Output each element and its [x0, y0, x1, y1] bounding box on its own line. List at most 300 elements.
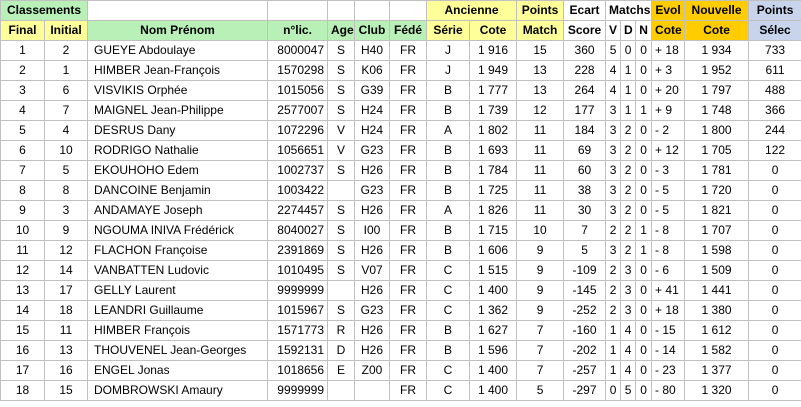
- cell-initial[interactable]: 3: [45, 201, 88, 221]
- cell-cote[interactable]: 1 826: [470, 201, 517, 221]
- cell-final[interactable]: 13: [1, 281, 45, 301]
- cell-score[interactable]: 7: [564, 221, 606, 241]
- cell-club[interactable]: H26: [355, 241, 390, 261]
- cell-final[interactable]: 11: [1, 241, 45, 261]
- cell-nouvelle[interactable]: 1 707: [685, 221, 749, 241]
- header-age[interactable]: Age: [328, 21, 355, 41]
- cell-name[interactable]: ENGEL Jonas: [88, 361, 268, 381]
- cell-lic[interactable]: 1002737: [268, 161, 328, 181]
- cell-club[interactable]: H26: [355, 201, 390, 221]
- cell-points[interactable]: 7: [517, 361, 564, 381]
- cell-d[interactable]: 3: [621, 281, 636, 301]
- cell-nouvelle[interactable]: 1 748: [685, 101, 749, 121]
- cell-n[interactable]: 0: [636, 321, 652, 341]
- header-points-selec[interactable]: Points: [749, 1, 801, 21]
- cell-points[interactable]: 9: [517, 301, 564, 321]
- table-row[interactable]: [1, 141, 801, 161]
- cell-selec[interactable]: 0: [749, 281, 801, 301]
- cell-name[interactable]: DESRUS Dany: [88, 121, 268, 141]
- cell-n[interactable]: 0: [636, 141, 652, 161]
- cell-name[interactable]: NGOUMA INIVA Frédérick: [88, 221, 268, 241]
- cell-initial[interactable]: 2: [45, 41, 88, 61]
- cell-nouvelle[interactable]: 1 509: [685, 261, 749, 281]
- cell-v[interactable]: 1: [606, 321, 621, 341]
- cell-lic[interactable]: 1570298: [268, 61, 328, 81]
- cell-points[interactable]: 11: [517, 181, 564, 201]
- cell-evol[interactable]: - 80: [652, 381, 685, 401]
- cell-v[interactable]: 2: [606, 281, 621, 301]
- cell-nouvelle[interactable]: 1 705: [685, 141, 749, 161]
- cell-d[interactable]: 1: [621, 61, 636, 81]
- cell-final[interactable]: 12: [1, 261, 45, 281]
- cell-n[interactable]: 0: [636, 361, 652, 381]
- table-row[interactable]: [1, 341, 801, 361]
- cell-d[interactable]: 0: [621, 41, 636, 61]
- cell-evol[interactable]: - 8: [652, 241, 685, 261]
- cell-serie[interactable]: C: [427, 361, 470, 381]
- cell-initial[interactable]: 15: [45, 381, 88, 401]
- cell-selec[interactable]: 0: [749, 341, 801, 361]
- cell-lic[interactable]: 9999999: [268, 281, 328, 301]
- cell-score[interactable]: 264: [564, 81, 606, 101]
- cell-final[interactable]: 2: [1, 61, 45, 81]
- cell-name[interactable]: LEANDRI Guillaume: [88, 301, 268, 321]
- cell-cote[interactable]: 1 777: [470, 81, 517, 101]
- cell-nouvelle[interactable]: 1 598: [685, 241, 749, 261]
- header-ecart[interactable]: Ecart: [564, 1, 606, 21]
- cell-initial[interactable]: 8: [45, 181, 88, 201]
- cell-final[interactable]: 1: [1, 41, 45, 61]
- cell-points[interactable]: 7: [517, 321, 564, 341]
- cell-cote[interactable]: 1 725: [470, 181, 517, 201]
- cell-age[interactable]: D: [328, 341, 355, 361]
- cell-selec[interactable]: 0: [749, 201, 801, 221]
- cell-final[interactable]: 18: [1, 381, 45, 401]
- header-ancienne[interactable]: Ancienne: [427, 1, 517, 21]
- cell-club[interactable]: H26: [355, 161, 390, 181]
- cell-selec[interactable]: 0: [749, 161, 801, 181]
- cell-serie[interactable]: C: [427, 301, 470, 321]
- cell-n[interactable]: 0: [636, 301, 652, 321]
- cell-age[interactable]: S: [328, 161, 355, 181]
- cell-final[interactable]: 9: [1, 201, 45, 221]
- cell-serie[interactable]: B: [427, 141, 470, 161]
- cell-club[interactable]: H26: [355, 341, 390, 361]
- cell-final[interactable]: 15: [1, 321, 45, 341]
- cell-selec[interactable]: 0: [749, 241, 801, 261]
- cell-initial[interactable]: 13: [45, 341, 88, 361]
- cell-lic[interactable]: 1592131: [268, 341, 328, 361]
- table-row[interactable]: [1, 381, 801, 401]
- cell-serie[interactable]: B: [427, 321, 470, 341]
- cell-points[interactable]: 12: [517, 101, 564, 121]
- cell-final[interactable]: 17: [1, 361, 45, 381]
- cell-n[interactable]: 0: [636, 181, 652, 201]
- header-classements[interactable]: Classements: [1, 1, 88, 21]
- cell-selec[interactable]: 0: [749, 181, 801, 201]
- cell-serie[interactable]: J: [427, 41, 470, 61]
- cell-n[interactable]: 0: [636, 61, 652, 81]
- cell-score[interactable]: 177: [564, 101, 606, 121]
- header-n[interactable]: N: [636, 21, 652, 41]
- header-final[interactable]: Final: [1, 21, 45, 41]
- cell-evol[interactable]: + 20: [652, 81, 685, 101]
- cell-evol[interactable]: - 5: [652, 181, 685, 201]
- cell-name[interactable]: EKOUHOHO Edem: [88, 161, 268, 181]
- cell-nouvelle[interactable]: 1 377: [685, 361, 749, 381]
- cell-v[interactable]: 3: [606, 181, 621, 201]
- cell-serie[interactable]: B: [427, 101, 470, 121]
- cell-selec[interactable]: 0: [749, 301, 801, 321]
- cell-evol[interactable]: - 8: [652, 221, 685, 241]
- cell-fede[interactable]: FR: [390, 121, 427, 141]
- cell-points[interactable]: 11: [517, 121, 564, 141]
- cell-initial[interactable]: 16: [45, 361, 88, 381]
- cell-d[interactable]: 2: [621, 201, 636, 221]
- cell-score[interactable]: 38: [564, 181, 606, 201]
- cell-d[interactable]: 1: [621, 81, 636, 101]
- cell-score[interactable]: -257: [564, 361, 606, 381]
- cell-initial[interactable]: 7: [45, 101, 88, 121]
- cell-n[interactable]: 0: [636, 81, 652, 101]
- cell-age[interactable]: S: [328, 201, 355, 221]
- cell-fede[interactable]: FR: [390, 361, 427, 381]
- cell-d[interactable]: 2: [621, 141, 636, 161]
- cell-points[interactable]: 5: [517, 381, 564, 401]
- cell-fede[interactable]: FR: [390, 101, 427, 121]
- cell-selec[interactable]: 488: [749, 81, 801, 101]
- cell-name[interactable]: HIMBER François: [88, 321, 268, 341]
- cell-age[interactable]: S: [328, 101, 355, 121]
- cell-cote[interactable]: 1 916: [470, 41, 517, 61]
- cell-v[interactable]: 2: [606, 221, 621, 241]
- cell-d[interactable]: 1: [621, 101, 636, 121]
- cell-fede[interactable]: FR: [390, 181, 427, 201]
- cell-v[interactable]: 4: [606, 81, 621, 101]
- cell-age[interactable]: R: [328, 321, 355, 341]
- cell-score[interactable]: -297: [564, 381, 606, 401]
- cell-age[interactable]: S: [328, 41, 355, 61]
- cell-nouvelle[interactable]: 1 934: [685, 41, 749, 61]
- cell-nouvelle[interactable]: 1 380: [685, 301, 749, 321]
- cell-age[interactable]: E: [328, 361, 355, 381]
- cell-club[interactable]: K06: [355, 61, 390, 81]
- cell-nouvelle[interactable]: 1 582: [685, 341, 749, 361]
- cell-points[interactable]: 11: [517, 201, 564, 221]
- cell-lic[interactable]: 1571773: [268, 321, 328, 341]
- table-row[interactable]: [1, 181, 801, 201]
- cell-points[interactable]: 7: [517, 341, 564, 361]
- cell-final[interactable]: 4: [1, 101, 45, 121]
- cell-name[interactable]: GELLY Laurent: [88, 281, 268, 301]
- cell-v[interactable]: 4: [606, 61, 621, 81]
- cell-nouvelle[interactable]: 1 781: [685, 161, 749, 181]
- cell-n[interactable]: 0: [636, 261, 652, 281]
- cell-lic[interactable]: 2274457: [268, 201, 328, 221]
- cell-cote[interactable]: 1 949: [470, 61, 517, 81]
- header-club[interactable]: Club: [355, 21, 390, 41]
- cell-final[interactable]: 3: [1, 81, 45, 101]
- cell-n[interactable]: 1: [636, 221, 652, 241]
- cell-final[interactable]: 14: [1, 301, 45, 321]
- header-evol[interactable]: Evol: [652, 1, 685, 21]
- cell-name[interactable]: ANDAMAYE Joseph: [88, 201, 268, 221]
- cell-club[interactable]: G23: [355, 181, 390, 201]
- cell-score[interactable]: -109: [564, 261, 606, 281]
- cell-serie[interactable]: J: [427, 61, 470, 81]
- table-row[interactable]: [1, 301, 801, 321]
- cell-cote[interactable]: 1 715: [470, 221, 517, 241]
- cell-initial[interactable]: 11: [45, 321, 88, 341]
- cell-age[interactable]: V: [328, 121, 355, 141]
- cell-club[interactable]: H26: [355, 281, 390, 301]
- cell-initial[interactable]: 6: [45, 81, 88, 101]
- cell-nouvelle[interactable]: 1 612: [685, 321, 749, 341]
- cell-evol[interactable]: - 5: [652, 201, 685, 221]
- cell-lic[interactable]: 8000047: [268, 41, 328, 61]
- cell-name[interactable]: THOUVENEL Jean-Georges: [88, 341, 268, 361]
- cell-selec[interactable]: 733: [749, 41, 801, 61]
- cell-age[interactable]: S: [328, 81, 355, 101]
- table-row[interactable]: [1, 241, 801, 261]
- cell-club[interactable]: H24: [355, 121, 390, 141]
- cell-evol[interactable]: + 12: [652, 141, 685, 161]
- cell-fede[interactable]: FR: [390, 301, 427, 321]
- table-row[interactable]: [1, 61, 801, 81]
- cell-fede[interactable]: FR: [390, 201, 427, 221]
- cell-cote[interactable]: 1 400: [470, 281, 517, 301]
- cell-initial[interactable]: 5: [45, 161, 88, 181]
- cell-d[interactable]: 2: [621, 181, 636, 201]
- cell-fede[interactable]: FR: [390, 321, 427, 341]
- cell-age[interactable]: S: [328, 241, 355, 261]
- cell-evol[interactable]: + 3: [652, 61, 685, 81]
- cell-name[interactable]: HIMBER Jean-François: [88, 61, 268, 81]
- cell-nouvelle[interactable]: 1 441: [685, 281, 749, 301]
- cell-fede[interactable]: FR: [390, 161, 427, 181]
- cell-club[interactable]: G23: [355, 141, 390, 161]
- cell-club[interactable]: G39: [355, 81, 390, 101]
- cell-serie[interactable]: B: [427, 241, 470, 261]
- cell-lic[interactable]: 2391869: [268, 241, 328, 261]
- cell-nouvelle[interactable]: 1 800: [685, 121, 749, 141]
- cell-club[interactable]: [355, 381, 390, 401]
- header-d[interactable]: D: [621, 21, 636, 41]
- cell-v[interactable]: 3: [606, 101, 621, 121]
- header-selec[interactable]: Sélec: [749, 21, 801, 41]
- table-row[interactable]: [1, 201, 801, 221]
- cell-score[interactable]: 228: [564, 61, 606, 81]
- cell-serie[interactable]: B: [427, 341, 470, 361]
- cell-lic[interactable]: 1003422: [268, 181, 328, 201]
- header-nouvelle[interactable]: Nouvelle: [685, 1, 749, 21]
- cell-d[interactable]: 2: [621, 161, 636, 181]
- cell-serie[interactable]: B: [427, 161, 470, 181]
- cell-final[interactable]: 10: [1, 221, 45, 241]
- cell-points[interactable]: 9: [517, 261, 564, 281]
- cell-lic[interactable]: 1072296: [268, 121, 328, 141]
- cell-n[interactable]: 0: [636, 41, 652, 61]
- cell-fede[interactable]: FR: [390, 141, 427, 161]
- cell-nouvelle[interactable]: 1 720: [685, 181, 749, 201]
- cell-evol[interactable]: - 6: [652, 261, 685, 281]
- header-initial[interactable]: Initial: [45, 21, 88, 41]
- cell-d[interactable]: 3: [621, 301, 636, 321]
- cell-selec[interactable]: 0: [749, 381, 801, 401]
- table-row[interactable]: [1, 261, 801, 281]
- cell-points[interactable]: 9: [517, 241, 564, 261]
- cell-fede[interactable]: FR: [390, 221, 427, 241]
- cell-d[interactable]: 4: [621, 341, 636, 361]
- cell-points[interactable]: 9: [517, 281, 564, 301]
- cell-n[interactable]: 0: [636, 161, 652, 181]
- cell-initial[interactable]: 18: [45, 301, 88, 321]
- cell-cote[interactable]: 1 693: [470, 141, 517, 161]
- cell-cote[interactable]: 1 362: [470, 301, 517, 321]
- cell-v[interactable]: 0: [606, 381, 621, 401]
- cell-final[interactable]: 7: [1, 161, 45, 181]
- cell-evol[interactable]: - 14: [652, 341, 685, 361]
- cell-fede[interactable]: FR: [390, 241, 427, 261]
- cell-name[interactable]: VISVIKIS Orphée: [88, 81, 268, 101]
- cell-selec[interactable]: 122: [749, 141, 801, 161]
- header-fede[interactable]: Fédé: [390, 21, 427, 41]
- cell-score[interactable]: 184: [564, 121, 606, 141]
- cell-cote[interactable]: 1 400: [470, 381, 517, 401]
- cell-name[interactable]: VANBATTEN Ludovic: [88, 261, 268, 281]
- header-serie[interactable]: Série: [427, 21, 470, 41]
- cell-v[interactable]: 2: [606, 261, 621, 281]
- cell-initial[interactable]: 14: [45, 261, 88, 281]
- cell-cote[interactable]: 1 627: [470, 321, 517, 341]
- table-row[interactable]: [1, 121, 801, 141]
- cell-name[interactable]: DANCOINE Benjamin: [88, 181, 268, 201]
- cell-evol[interactable]: - 15: [652, 321, 685, 341]
- cell-cote[interactable]: 1 400: [470, 361, 517, 381]
- cell-serie[interactable]: C: [427, 261, 470, 281]
- header-cote[interactable]: Cote: [470, 21, 517, 41]
- cell-age[interactable]: [328, 281, 355, 301]
- cell-selec[interactable]: 0: [749, 321, 801, 341]
- cell-selec[interactable]: 366: [749, 101, 801, 121]
- cell-score[interactable]: -252: [564, 301, 606, 321]
- cell-points[interactable]: 15: [517, 41, 564, 61]
- cell-d[interactable]: 4: [621, 361, 636, 381]
- cell-nouvelle[interactable]: 1 320: [685, 381, 749, 401]
- cell-score[interactable]: 69: [564, 141, 606, 161]
- cell-serie[interactable]: C: [427, 381, 470, 401]
- cell-cote[interactable]: 1 802: [470, 121, 517, 141]
- cell-d[interactable]: 2: [621, 221, 636, 241]
- cell-n[interactable]: 0: [636, 201, 652, 221]
- cell-age[interactable]: S: [328, 221, 355, 241]
- cell-score[interactable]: -145: [564, 281, 606, 301]
- cell-club[interactable]: G23: [355, 301, 390, 321]
- cell-lic[interactable]: 1010495: [268, 261, 328, 281]
- cell-d[interactable]: 3: [621, 261, 636, 281]
- cell-score[interactable]: 60: [564, 161, 606, 181]
- cell-serie[interactable]: B: [427, 221, 470, 241]
- cell-fede[interactable]: FR: [390, 81, 427, 101]
- cell-age[interactable]: S: [328, 61, 355, 81]
- cell-initial[interactable]: 17: [45, 281, 88, 301]
- cell-cote[interactable]: 1 784: [470, 161, 517, 181]
- cell-d[interactable]: 5: [621, 381, 636, 401]
- cell-club[interactable]: H26: [355, 321, 390, 341]
- cell-d[interactable]: 2: [621, 121, 636, 141]
- cell-points[interactable]: 13: [517, 81, 564, 101]
- cell-selec[interactable]: 0: [749, 261, 801, 281]
- header-points[interactable]: Points: [517, 1, 564, 21]
- cell-n[interactable]: 0: [636, 281, 652, 301]
- cell-initial[interactable]: 12: [45, 241, 88, 261]
- cell-d[interactable]: 4: [621, 321, 636, 341]
- header-v[interactable]: V: [606, 21, 621, 41]
- cell-name[interactable]: RODRIGO Nathalie: [88, 141, 268, 161]
- cell-v[interactable]: 1: [606, 341, 621, 361]
- cell-age[interactable]: [328, 381, 355, 401]
- cell-n[interactable]: 0: [636, 381, 652, 401]
- cell-lic[interactable]: 1056651: [268, 141, 328, 161]
- cell-v[interactable]: 3: [606, 141, 621, 161]
- cell-nouvelle[interactable]: 1 821: [685, 201, 749, 221]
- cell-evol[interactable]: + 41: [652, 281, 685, 301]
- cell-points[interactable]: 11: [517, 161, 564, 181]
- cell-club[interactable]: Z00: [355, 361, 390, 381]
- cell-score[interactable]: 360: [564, 41, 606, 61]
- table-row[interactable]: [1, 361, 801, 381]
- cell-final[interactable]: 8: [1, 181, 45, 201]
- cell-fede[interactable]: FR: [390, 341, 427, 361]
- cell-n[interactable]: 1: [636, 241, 652, 261]
- cell-evol[interactable]: - 3: [652, 161, 685, 181]
- header-nlic[interactable]: n°lic.: [268, 21, 328, 41]
- cell-cote[interactable]: 1 606: [470, 241, 517, 261]
- cell-serie[interactable]: B: [427, 81, 470, 101]
- cell-fede[interactable]: FR: [390, 281, 427, 301]
- cell-lic[interactable]: 1015056: [268, 81, 328, 101]
- cell-club[interactable]: H24: [355, 101, 390, 121]
- cell-cote[interactable]: 1 596: [470, 341, 517, 361]
- table-row[interactable]: [1, 281, 801, 301]
- table-row[interactable]: [1, 221, 801, 241]
- header-nom-prenom[interactable]: Nom Prénom: [88, 21, 268, 41]
- cell-lic[interactable]: 9999999: [268, 381, 328, 401]
- table-row[interactable]: [1, 81, 801, 101]
- cell-club[interactable]: I00: [355, 221, 390, 241]
- cell-score[interactable]: -202: [564, 341, 606, 361]
- cell-initial[interactable]: 10: [45, 141, 88, 161]
- cell-club[interactable]: H40: [355, 41, 390, 61]
- cell-v[interactable]: 3: [606, 241, 621, 261]
- cell-v[interactable]: 3: [606, 161, 621, 181]
- cell-points[interactable]: 10: [517, 221, 564, 241]
- cell-evol[interactable]: + 18: [652, 41, 685, 61]
- header-match[interactable]: Match: [517, 21, 564, 41]
- cell-final[interactable]: 5: [1, 121, 45, 141]
- cell-selec[interactable]: 244: [749, 121, 801, 141]
- cell-name[interactable]: GUEYE Abdoulaye: [88, 41, 268, 61]
- header-matchs[interactable]: Matchs: [606, 1, 652, 21]
- cell-cote[interactable]: 1 515: [470, 261, 517, 281]
- cell-cote[interactable]: 1 739: [470, 101, 517, 121]
- cell-fede[interactable]: FR: [390, 261, 427, 281]
- cell-evol[interactable]: - 2: [652, 121, 685, 141]
- header-score[interactable]: Score: [564, 21, 606, 41]
- cell-initial[interactable]: 1: [45, 61, 88, 81]
- cell-score[interactable]: 30: [564, 201, 606, 221]
- cell-serie[interactable]: A: [427, 201, 470, 221]
